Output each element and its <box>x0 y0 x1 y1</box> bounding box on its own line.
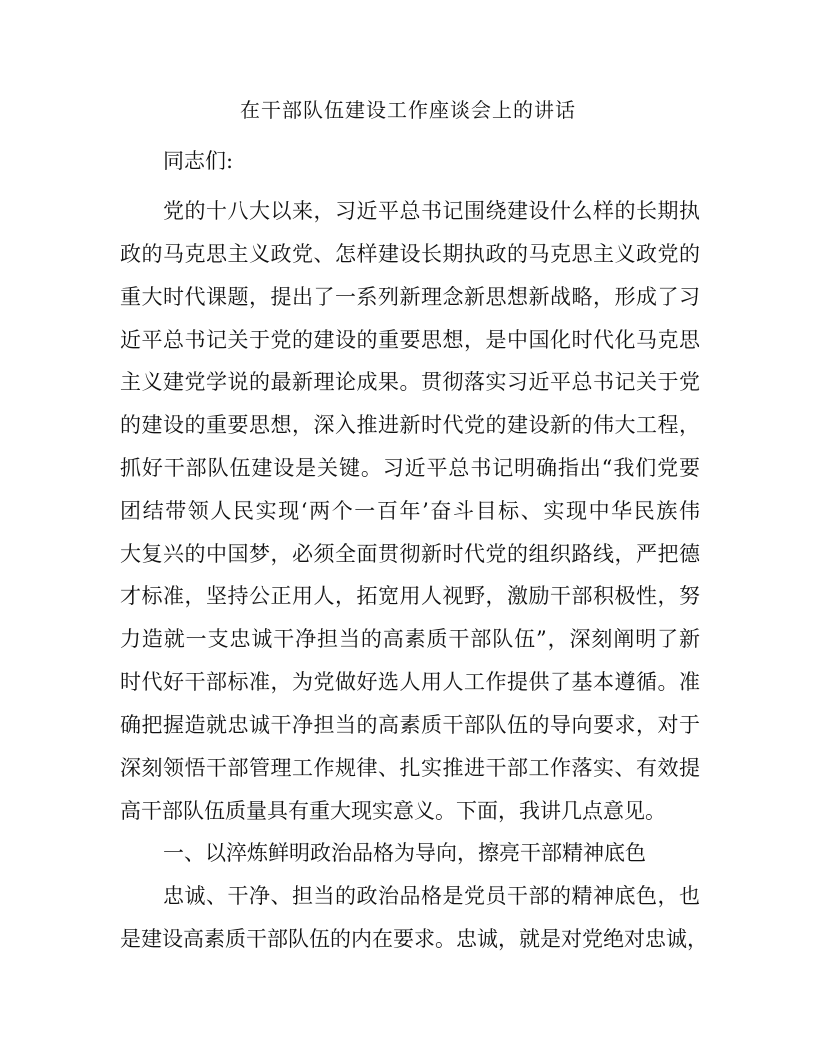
salutation: 同志们: <box>163 149 234 173</box>
paragraph-line: 忠诚、干净、担当的政治品格是党员干部的精神底色，也 <box>163 884 700 908</box>
paragraph-line: 时代好干部标准，为党做好选人用人工作提供了基本遵循。准 <box>120 670 700 694</box>
paragraph-line: 近平总书记关于党的建设的重要思想，是中国化时代化马克思 <box>120 328 700 352</box>
section-heading: 一、以淬炼鲜明政治品格为导向，擦亮干部精神底色 <box>163 841 646 865</box>
paragraph-line: 主义建党学说的最新理论成果。贯彻落实习近平总书记关于党 <box>120 370 700 394</box>
paragraph-line: 重大时代课题，提出了一系列新理念新思想新战略，形成了习 <box>120 285 700 309</box>
paragraph-line: 抓好干部队伍建设是关键。习近平总书记明确指出“我们党要 <box>120 456 700 480</box>
paragraph-line: 大复兴的中国梦，必须全面贯彻新时代党的组织路线，严把德 <box>120 542 700 566</box>
document-title: 在干部队伍建设工作座谈会上的讲话 <box>240 98 576 122</box>
paragraph-line: 政的马克思主义政党、怎样建设长期执政的马克思主义政党的 <box>120 242 700 266</box>
paragraph-line: 团结带领人民实现‘两个一百年’奋斗目标、实现中华民族伟 <box>120 499 700 523</box>
paragraph-line: 确把握造就忠诚干净担当的高素质干部队伍的导向要求，对于 <box>120 713 700 737</box>
paragraph-line: 是建设高素质干部队伍的内在要求。忠诚，就是对党绝对忠诚， <box>120 927 708 951</box>
paragraph-line: 党的十八大以来，习近平总书记围绕建设什么样的长期执 <box>163 199 700 223</box>
paragraph-line: 深刻领悟干部管理工作规律、扎实推进干部工作落实、有效提 <box>120 756 700 780</box>
paragraph-line: 高干部队伍质量具有重大现实意义。下面，我讲几点意见。 <box>120 799 666 823</box>
paragraph-line: 力造就一支忠诚干净担当的高素质干部队伍”，深刻阐明了新 <box>120 627 700 651</box>
paragraph-line: 的建设的重要思想，深入推进新时代党的建设新的伟大工程， <box>120 413 700 437</box>
paragraph-line: 才标准，坚持公正用人，拓宽用人视野，激励干部积极性，努 <box>120 584 700 608</box>
